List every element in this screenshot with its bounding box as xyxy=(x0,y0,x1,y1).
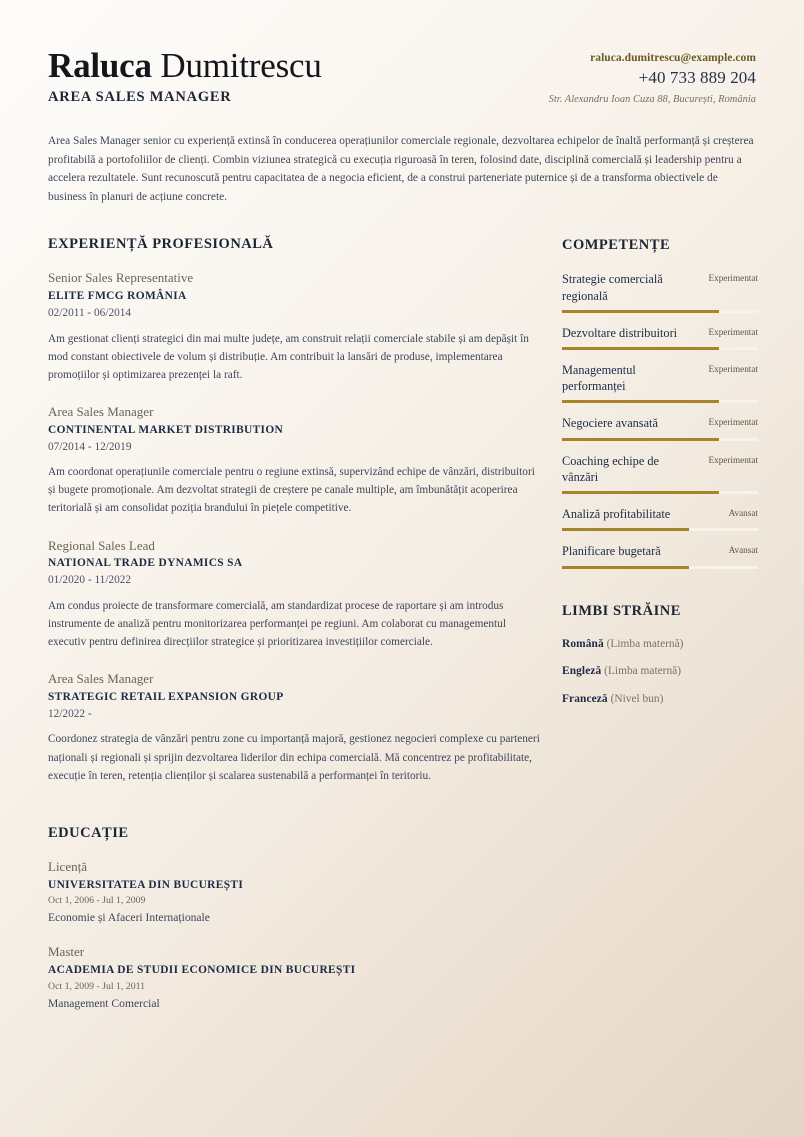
skill-progress-fill xyxy=(562,566,689,569)
identity-block xyxy=(48,44,322,106)
skill-item xyxy=(562,325,758,350)
entry-organization: STRATEGIC RETAIL EXPANSION GROUP xyxy=(48,690,284,703)
education-entry xyxy=(48,944,540,1011)
skill-progress-bar xyxy=(562,566,758,569)
entry-dates: 07/2014 - 12/2019 xyxy=(48,440,132,453)
skill-item xyxy=(562,506,758,531)
full-name xyxy=(48,48,322,84)
skill-level: Avansat xyxy=(728,545,758,556)
skill-header xyxy=(562,543,758,559)
skill-name: Strategie comercială regională xyxy=(562,272,663,303)
language-name: Engleză xyxy=(562,665,602,678)
skill-level: Experimentat xyxy=(708,417,758,428)
skill-header xyxy=(562,415,758,431)
section-heading-experience: EXPERIENȚĂ PROFESIONALĂ xyxy=(48,236,274,253)
education-degree: Master xyxy=(48,944,85,960)
skill-header xyxy=(562,506,758,522)
education-degree: Licență xyxy=(48,858,87,874)
contact-email[interactable]: raluca.dumitrescu@example.com xyxy=(590,52,756,64)
skill-name: Planificare bugetară xyxy=(562,544,661,559)
professional-summary: Area Sales Manager senior cu experiență extinsă în conducerea operațiunilor comerciale regionale, dezvoltarea echipelor de înaltă performanță și creșterea profitabilă a portofoliilor de clienți. Combin viziunea strategică cu execuția riguroasă în teren, folosind date, disciplină comercială și leadership pentru a accelera rezultatele. Sunt recunoscută pentru capacitatea de a negocia eficient, de a construi parteneriate puternice și de a transforma obiectivele de business în planuri de acțiune concrete. xyxy=(48,135,754,203)
skill-item xyxy=(562,543,758,568)
language-name: Franceză xyxy=(562,693,608,706)
skill-progress-fill xyxy=(562,310,719,313)
skill-header xyxy=(562,325,758,341)
main-column xyxy=(48,236,540,1010)
languages-list xyxy=(562,637,758,707)
language-level: (Nivel bun) xyxy=(610,693,664,706)
education-school: UNIVERSITATEA DIN BUCUREȘTI xyxy=(48,878,244,891)
language-level: (Limba maternă) xyxy=(606,637,684,650)
experience-entry xyxy=(48,270,540,384)
skill-name: Managementul performanței xyxy=(562,363,636,394)
skill-level: Avansat xyxy=(728,508,758,519)
skill-header xyxy=(562,453,758,485)
skill-progress-bar xyxy=(562,438,758,441)
skill-item xyxy=(562,271,758,312)
skill-name: Dezvoltare distribuitori xyxy=(562,325,678,340)
last-name: Dumitrescu xyxy=(151,46,322,85)
entry-role: Senior Sales Representative xyxy=(48,270,194,286)
entry-description: Am gestionat clienți strategici din mai multe județe, am construit relații comerciale stabile și am depășit în mod constant obiectivele de volum și distribuție. Am contribuit la lansări de produse, implementarea promoțiilor și optimizarea prezenței la raft. xyxy=(48,332,529,381)
contact-block xyxy=(549,44,756,106)
entry-role: Regional Sales Lead xyxy=(48,537,155,553)
section-heading-education: EDUCAȚIE xyxy=(48,824,129,841)
skill-item xyxy=(562,362,758,403)
skill-progress-fill xyxy=(562,491,719,494)
language-item xyxy=(562,664,758,679)
skill-progress-bar xyxy=(562,528,758,531)
education-field: Management Comercial xyxy=(48,996,160,1010)
entry-organization: NATIONAL TRADE DYNAMICS SA xyxy=(48,557,243,570)
entry-description: Am condus proiecte de transformare comercială, am standardizat procese de raportare și am introdus instrumente de analiză pentru monitorizarea performanței pe regiuni. Am colaborat cu managementul executiv pentru definirea direcțiilor strategice și prioritizarea investițiilor comerciale. xyxy=(48,599,506,649)
entry-description: Coordonez strategia de vânzări pentru zone cu importanță majoră, gestionez negocieri complexe cu parteneri naționali și regionali și sprijin dezvoltarea liderilor din echipa comercială. Mă concentrez pe profitabilitate, execuție în teren, retenția clienților și scalarea sustenabilă a performanței în teritoriu. xyxy=(48,733,540,782)
skill-progress-fill xyxy=(562,528,689,531)
entry-dates: 12/2022 - xyxy=(48,707,92,720)
skill-progress-fill xyxy=(562,438,719,441)
experience-entry xyxy=(48,538,540,652)
education-dates: Oct 1, 2009 - Jul 1, 2011 xyxy=(48,980,146,992)
skill-progress-bar xyxy=(562,400,758,403)
skill-progress-bar xyxy=(562,347,758,350)
skill-progress-fill xyxy=(562,400,719,403)
language-item xyxy=(562,692,758,707)
skill-header xyxy=(562,362,758,394)
skill-level: Experimentat xyxy=(708,273,758,284)
skill-name: Analiză profitabilitate xyxy=(562,507,671,522)
side-column xyxy=(562,236,758,720)
skill-level: Experimentat xyxy=(708,326,758,337)
skill-level: Experimentat xyxy=(708,454,758,465)
skill-item xyxy=(562,415,758,440)
language-item xyxy=(562,637,758,652)
skill-name: Negociere avansată xyxy=(562,416,658,431)
content-columns xyxy=(48,236,756,1010)
skill-level: Experimentat xyxy=(708,364,758,374)
contact-address: Str. Alexandru Ioan Cuza 88, București, România xyxy=(548,93,756,105)
entry-organization: ELITE FMCG ROMÂNIA xyxy=(48,290,187,303)
section-heading-skills: COMPETENȚE xyxy=(562,237,671,254)
skill-progress-bar xyxy=(562,310,758,313)
skill-item xyxy=(562,453,758,494)
resume-header xyxy=(48,44,756,106)
entry-dates: 02/2011 - 06/2014 xyxy=(48,307,132,320)
education-field: Economie și Afaceri Internaționale xyxy=(48,911,210,925)
first-name: Raluca xyxy=(48,46,152,85)
experience-entry xyxy=(48,671,540,785)
page-title: AREA SALES MANAGER xyxy=(48,89,232,106)
skill-progress-bar xyxy=(562,491,758,494)
entry-description: Am coordonat operațiunile comerciale pentru o regiune extinsă, supervizând echipe de vânzări, distribuitori și bugete promoționale. Am dezvoltat strategii de creștere pe canale multiple, am îmbunătățit acoperirea teritorială și am consolidat poziția brandului în piețele competitive. xyxy=(48,466,535,515)
skill-name: Coaching echipe de vânzări xyxy=(562,453,659,484)
entry-organization: CONTINENTAL MARKET DISTRIBUTION xyxy=(48,423,284,436)
language-name: Română xyxy=(562,637,604,650)
entry-role: Area Sales Manager xyxy=(48,671,154,687)
experience-entry xyxy=(48,404,540,518)
skill-header xyxy=(562,271,758,303)
entry-dates: 01/2020 - 11/2022 xyxy=(48,574,132,587)
language-level: (Limba maternă) xyxy=(604,665,682,678)
contact-phone[interactable]: +40 733 889 204 xyxy=(638,68,756,88)
experience-list xyxy=(48,270,540,784)
education-dates: Oct 1, 2006 - Jul 1, 2009 xyxy=(48,895,146,907)
skill-progress-fill xyxy=(562,347,719,350)
entry-role: Area Sales Manager xyxy=(48,403,154,419)
education-school: ACADEMIA DE STUDII ECONOMICE DIN BUCUREȘTI xyxy=(48,964,356,977)
section-heading-languages: LIMBI STRĂINE xyxy=(562,602,681,619)
education-entry xyxy=(48,859,540,926)
education-list xyxy=(48,859,540,1011)
skills-list xyxy=(562,271,758,568)
